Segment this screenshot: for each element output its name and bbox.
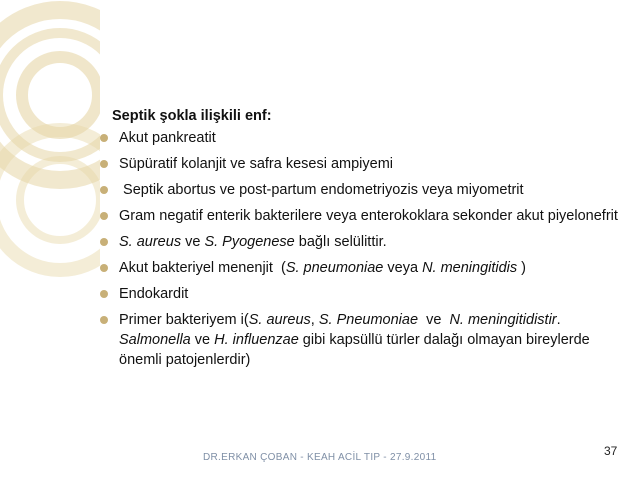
- bullet-item: Akut bakteriyel menenjit (S. pneumoniae veya N. meningitidis ): [98, 258, 618, 278]
- bullet-list: [98, 128, 618, 376]
- bullet-dot-icon: [100, 290, 108, 298]
- page-number: 37: [604, 444, 618, 458]
- bullet-item: S. aureus ve S. Pyogenese bağlı selülittir.: [98, 232, 618, 252]
- bullet-item: Septik abortus ve post-partum endometriyozis veya miyometrit: [98, 180, 618, 200]
- slide-footer: DR.ERKAN ÇOBAN - KEAH ACİL TIP - 27.9.2011: [203, 452, 437, 463]
- bullet-item: Endokardit: [98, 284, 618, 304]
- bullet-dot-icon: [100, 134, 108, 142]
- bullet-dot-icon: [100, 264, 108, 272]
- bullet-item: Akut pankreatit: [98, 128, 618, 148]
- bullet-item: Süpüratif kolanjit ve safra kesesi ampiyemi: [98, 154, 618, 174]
- bullet-dot-icon: [100, 160, 108, 168]
- bullet-dot-icon: [100, 316, 108, 324]
- bullet-dot-icon: [100, 212, 108, 220]
- bullet-item: Primer bakteriyem i(S. aureus, S. Pneumoniae ve N. meningitidistir. Salmonella ve H. influenzae gibi kapsüllü türler dalağı olmayan bireylerde önemli patojenlerdir): [98, 310, 618, 370]
- bullet-dot-icon: [100, 238, 108, 246]
- slide-heading: Septik şokla ilişkili enf:: [112, 108, 272, 124]
- bullet-dot-icon: [100, 186, 108, 194]
- bullet-item: Gram negatif enterik bakterilere veya enterokoklara sekonder akut piyelonefrit: [98, 206, 618, 226]
